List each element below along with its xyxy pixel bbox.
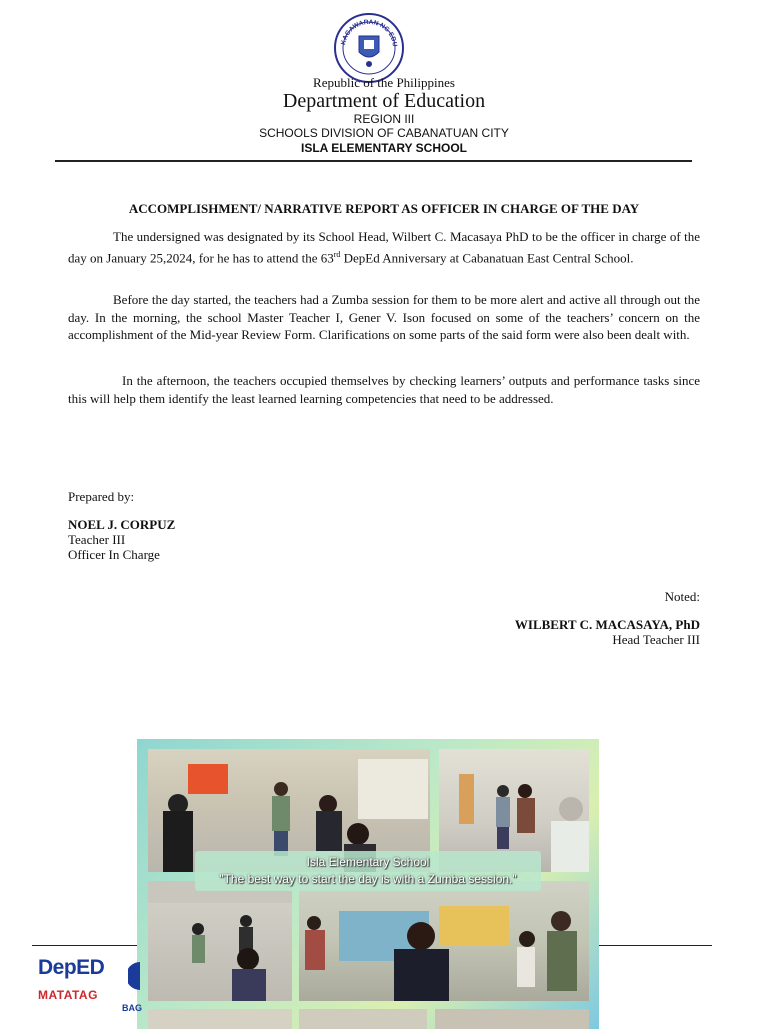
bagong-pilipinas-logo: BAG	[122, 1003, 142, 1013]
seal-text: KAGAWARAN NG EDU	[340, 18, 399, 48]
noter-position: Head Teacher III	[612, 632, 700, 647]
paragraph-3: In the afternoon, the teachers occupied themselves by checking learners’ outputs and performance tasks since this will help them identify the least learned learning competencies that need to be addressed.	[68, 373, 700, 406]
report-title: ACCOMPLISHMENT/ NARRATIVE REPORT AS OFFICER IN CHARGE OF THE DAY	[128, 201, 640, 216]
photo-collage	[137, 739, 599, 1029]
prepared-by-label: Prepared by:	[68, 489, 135, 504]
department-name: Department of Education	[282, 90, 486, 112]
noter-name: WILBERT C. MACASAYA, PhD	[514, 617, 700, 632]
noted-label: Noted:	[664, 589, 700, 604]
photo-zumba-4	[299, 881, 589, 1001]
header-divider	[55, 160, 692, 162]
region-line: REGION III	[353, 112, 415, 126]
photo-zumba-7	[435, 1009, 589, 1029]
division-line: SCHOOLS DIVISION OF CABANATUAN CITY	[259, 126, 509, 140]
preparer-role: Officer In Charge	[68, 547, 160, 562]
photo-zumba-3	[148, 881, 292, 1001]
bagong-pilipinas-icon	[128, 962, 140, 990]
preparer-position: Teacher III	[68, 532, 126, 547]
paragraph-2: Before the day started, the teachers had a Zumba session for them to be more alert and active all through out the day. In the morning, the school Master Teacher I, Gener V. Ison focused on some of the teachers’ concern on the accomplishment of the Mid-year Review Form. Clarifications on some parts of the said form were also been dealt with.	[68, 292, 700, 342]
preparer-name: NOEL J. CORPUZ	[68, 517, 176, 532]
school-name: ISLA ELEMENTARY SCHOOL	[300, 141, 467, 155]
deped-seal	[333, 12, 405, 84]
deped-logo: DepED	[38, 956, 105, 979]
collage-caption: Isla Elementary School "The best way to start the day is with a Zumba session."	[195, 851, 541, 891]
paragraph-1: The undersigned was designated by its School Head, Wilbert C. Macasaya PhD to be the officer in charge of the day on January 25,2024, for he has to attend the 63rd DepEd Anniversary at Cabanatuan East Central School.	[68, 229, 700, 265]
photo-zumba-5	[148, 1009, 292, 1029]
photo-zumba-6	[299, 1009, 427, 1029]
republic-line: Republic of the Philippines	[313, 75, 455, 90]
matatag-logo: MATATAG	[38, 988, 98, 1002]
